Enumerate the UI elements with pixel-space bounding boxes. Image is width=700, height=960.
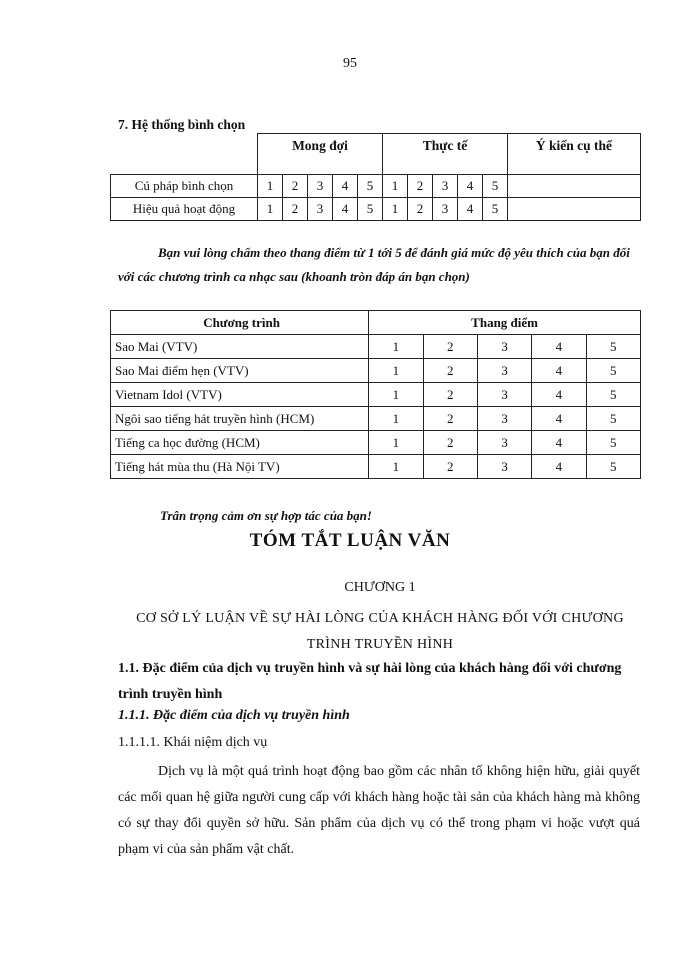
header-program: Chương trình (111, 311, 369, 335)
table-row (111, 431, 641, 455)
heading-1-1-1: 1.1.1. Đặc điểm của dịch vụ truyền hình (118, 708, 350, 723)
score-1[interactable]: 1 (369, 335, 423, 359)
score-3[interactable]: 3 (477, 335, 531, 359)
expected-score-3[interactable]: 3 (308, 198, 333, 221)
rating-table (110, 310, 641, 479)
chapter-title: CƠ SỞ LÝ LUẬN VỀ SỰ HÀI LÒNG CỦA KHÁCH HÀNG ĐỐI VỚI CHƯƠNG TRÌNH TRUYỀN HÌNH (136, 611, 624, 652)
score-3[interactable]: 3 (477, 431, 531, 455)
program-name: Tiếng hát mùa thu (Hà Nội TV) (111, 455, 369, 479)
actual-score-2[interactable]: 2 (408, 175, 433, 198)
header-scale: Thang điểm (369, 311, 641, 335)
score-4[interactable]: 4 (532, 407, 586, 431)
actual-score-4[interactable]: 4 (458, 198, 483, 221)
expected-score-5[interactable]: 5 (358, 198, 383, 221)
score-4[interactable]: 4 (532, 335, 586, 359)
expected-score-1[interactable]: 1 (258, 198, 283, 221)
score-5[interactable]: 5 (586, 455, 640, 479)
header-expected: Mong đợi (258, 134, 383, 175)
expected-score-2[interactable]: 2 (283, 175, 308, 198)
voting-table (110, 133, 641, 221)
score-2[interactable]: 2 (423, 407, 477, 431)
score-5[interactable]: 5 (586, 359, 640, 383)
header-actual: Thực tế (383, 134, 508, 175)
actual-score-2[interactable]: 2 (408, 198, 433, 221)
score-4[interactable]: 4 (532, 359, 586, 383)
score-5[interactable]: 5 (586, 407, 640, 431)
score-3[interactable]: 3 (477, 383, 531, 407)
score-2[interactable]: 2 (423, 359, 477, 383)
actual-score-3[interactable]: 3 (433, 198, 458, 221)
score-2[interactable]: 2 (423, 455, 477, 479)
score-3[interactable]: 3 (477, 359, 531, 383)
score-1[interactable]: 1 (369, 407, 423, 431)
actual-score-5[interactable]: 5 (483, 198, 508, 221)
table-row (111, 455, 641, 479)
score-3[interactable]: 3 (477, 455, 531, 479)
program-name: Ngôi sao tiếng hát truyền hình (HCM) (111, 407, 369, 431)
program-name: Tiếng ca học đường (HCM) (111, 431, 369, 455)
table-row (111, 198, 641, 221)
score-1[interactable]: 1 (369, 383, 423, 407)
actual-score-5[interactable]: 5 (483, 175, 508, 198)
body-paragraph: Dịch vụ là một quá trình hoạt động bao gồm các nhân tố không hiện hữu, giải quyết các mối quan hệ giữa người cung cấp với khách hàng hoặc tài sản của khách hàng mà không có sự thay đổi quyền sở hữu. Sản phẩm của dịch vụ có thể trong phạm vi hoặc vượt quá phạm vi của sản phẩm vật chất. (118, 764, 640, 857)
actual-score-1[interactable]: 1 (383, 198, 408, 221)
empty-header-cell (111, 134, 258, 175)
actual-score-1[interactable]: 1 (383, 175, 408, 198)
expected-score-1[interactable]: 1 (258, 175, 283, 198)
heading-1-1: 1.1. Đặc điểm của dịch vụ truyền hình và sự hài lòng của khách hàng đối với chương trình truyền hình (118, 661, 622, 702)
table-row (111, 383, 641, 407)
program-name: Sao Mai (VTV) (111, 335, 369, 359)
score-1[interactable]: 1 (369, 431, 423, 455)
expected-score-3[interactable]: 3 (308, 175, 333, 198)
actual-score-3[interactable]: 3 (433, 175, 458, 198)
score-2[interactable]: 2 (423, 335, 477, 359)
score-2[interactable]: 2 (423, 431, 477, 455)
row-label: Cú pháp bình chọn (111, 175, 258, 198)
table-row (111, 335, 641, 359)
section-title: 7. Hệ thống bình chọn (118, 117, 246, 132)
expected-score-4[interactable]: 4 (333, 198, 358, 221)
score-5[interactable]: 5 (586, 335, 640, 359)
score-1[interactable]: 1 (369, 455, 423, 479)
expected-score-2[interactable]: 2 (283, 198, 308, 221)
table-row (111, 407, 641, 431)
score-3[interactable]: 3 (477, 407, 531, 431)
expected-score-5[interactable]: 5 (358, 175, 383, 198)
score-4[interactable]: 4 (532, 383, 586, 407)
table-row (111, 359, 641, 383)
comment-cell[interactable] (508, 198, 641, 221)
score-2[interactable]: 2 (423, 383, 477, 407)
chapter-label: CHƯƠNG 1 (344, 580, 416, 595)
actual-score-4[interactable]: 4 (458, 175, 483, 198)
program-name: Vietnam Idol (VTV) (111, 383, 369, 407)
expected-score-4[interactable]: 4 (333, 175, 358, 198)
score-4[interactable]: 4 (532, 455, 586, 479)
score-5[interactable]: 5 (586, 383, 640, 407)
comment-cell[interactable] (508, 175, 641, 198)
program-name: Sao Mai điểm hẹn (VTV) (111, 359, 369, 383)
heading-1-1-1-1: 1.1.1.1. Khái niệm dịch vụ (118, 735, 268, 750)
table-row (111, 175, 641, 198)
score-1[interactable]: 1 (369, 359, 423, 383)
score-5[interactable]: 5 (586, 431, 640, 455)
row-label: Hiệu quả hoạt động (111, 198, 258, 221)
score-4[interactable]: 4 (532, 431, 586, 455)
page-number: 95 (343, 56, 357, 71)
header-comments: Ý kiến cụ thể (508, 134, 641, 175)
rating-instruction: Bạn vui lòng chấm theo thang điểm từ 1 tới 5 để đánh giá mức độ yêu thích của bạn đối với các chương trình ca nhạc sau (khoanh tròn đáp án bạn chọn) (118, 245, 630, 284)
summary-title: TÓM TẮT LUẬN VĂN (249, 530, 451, 551)
thank-you-note: Trân trọng cảm ơn sự hợp tác của bạn! (160, 508, 372, 523)
